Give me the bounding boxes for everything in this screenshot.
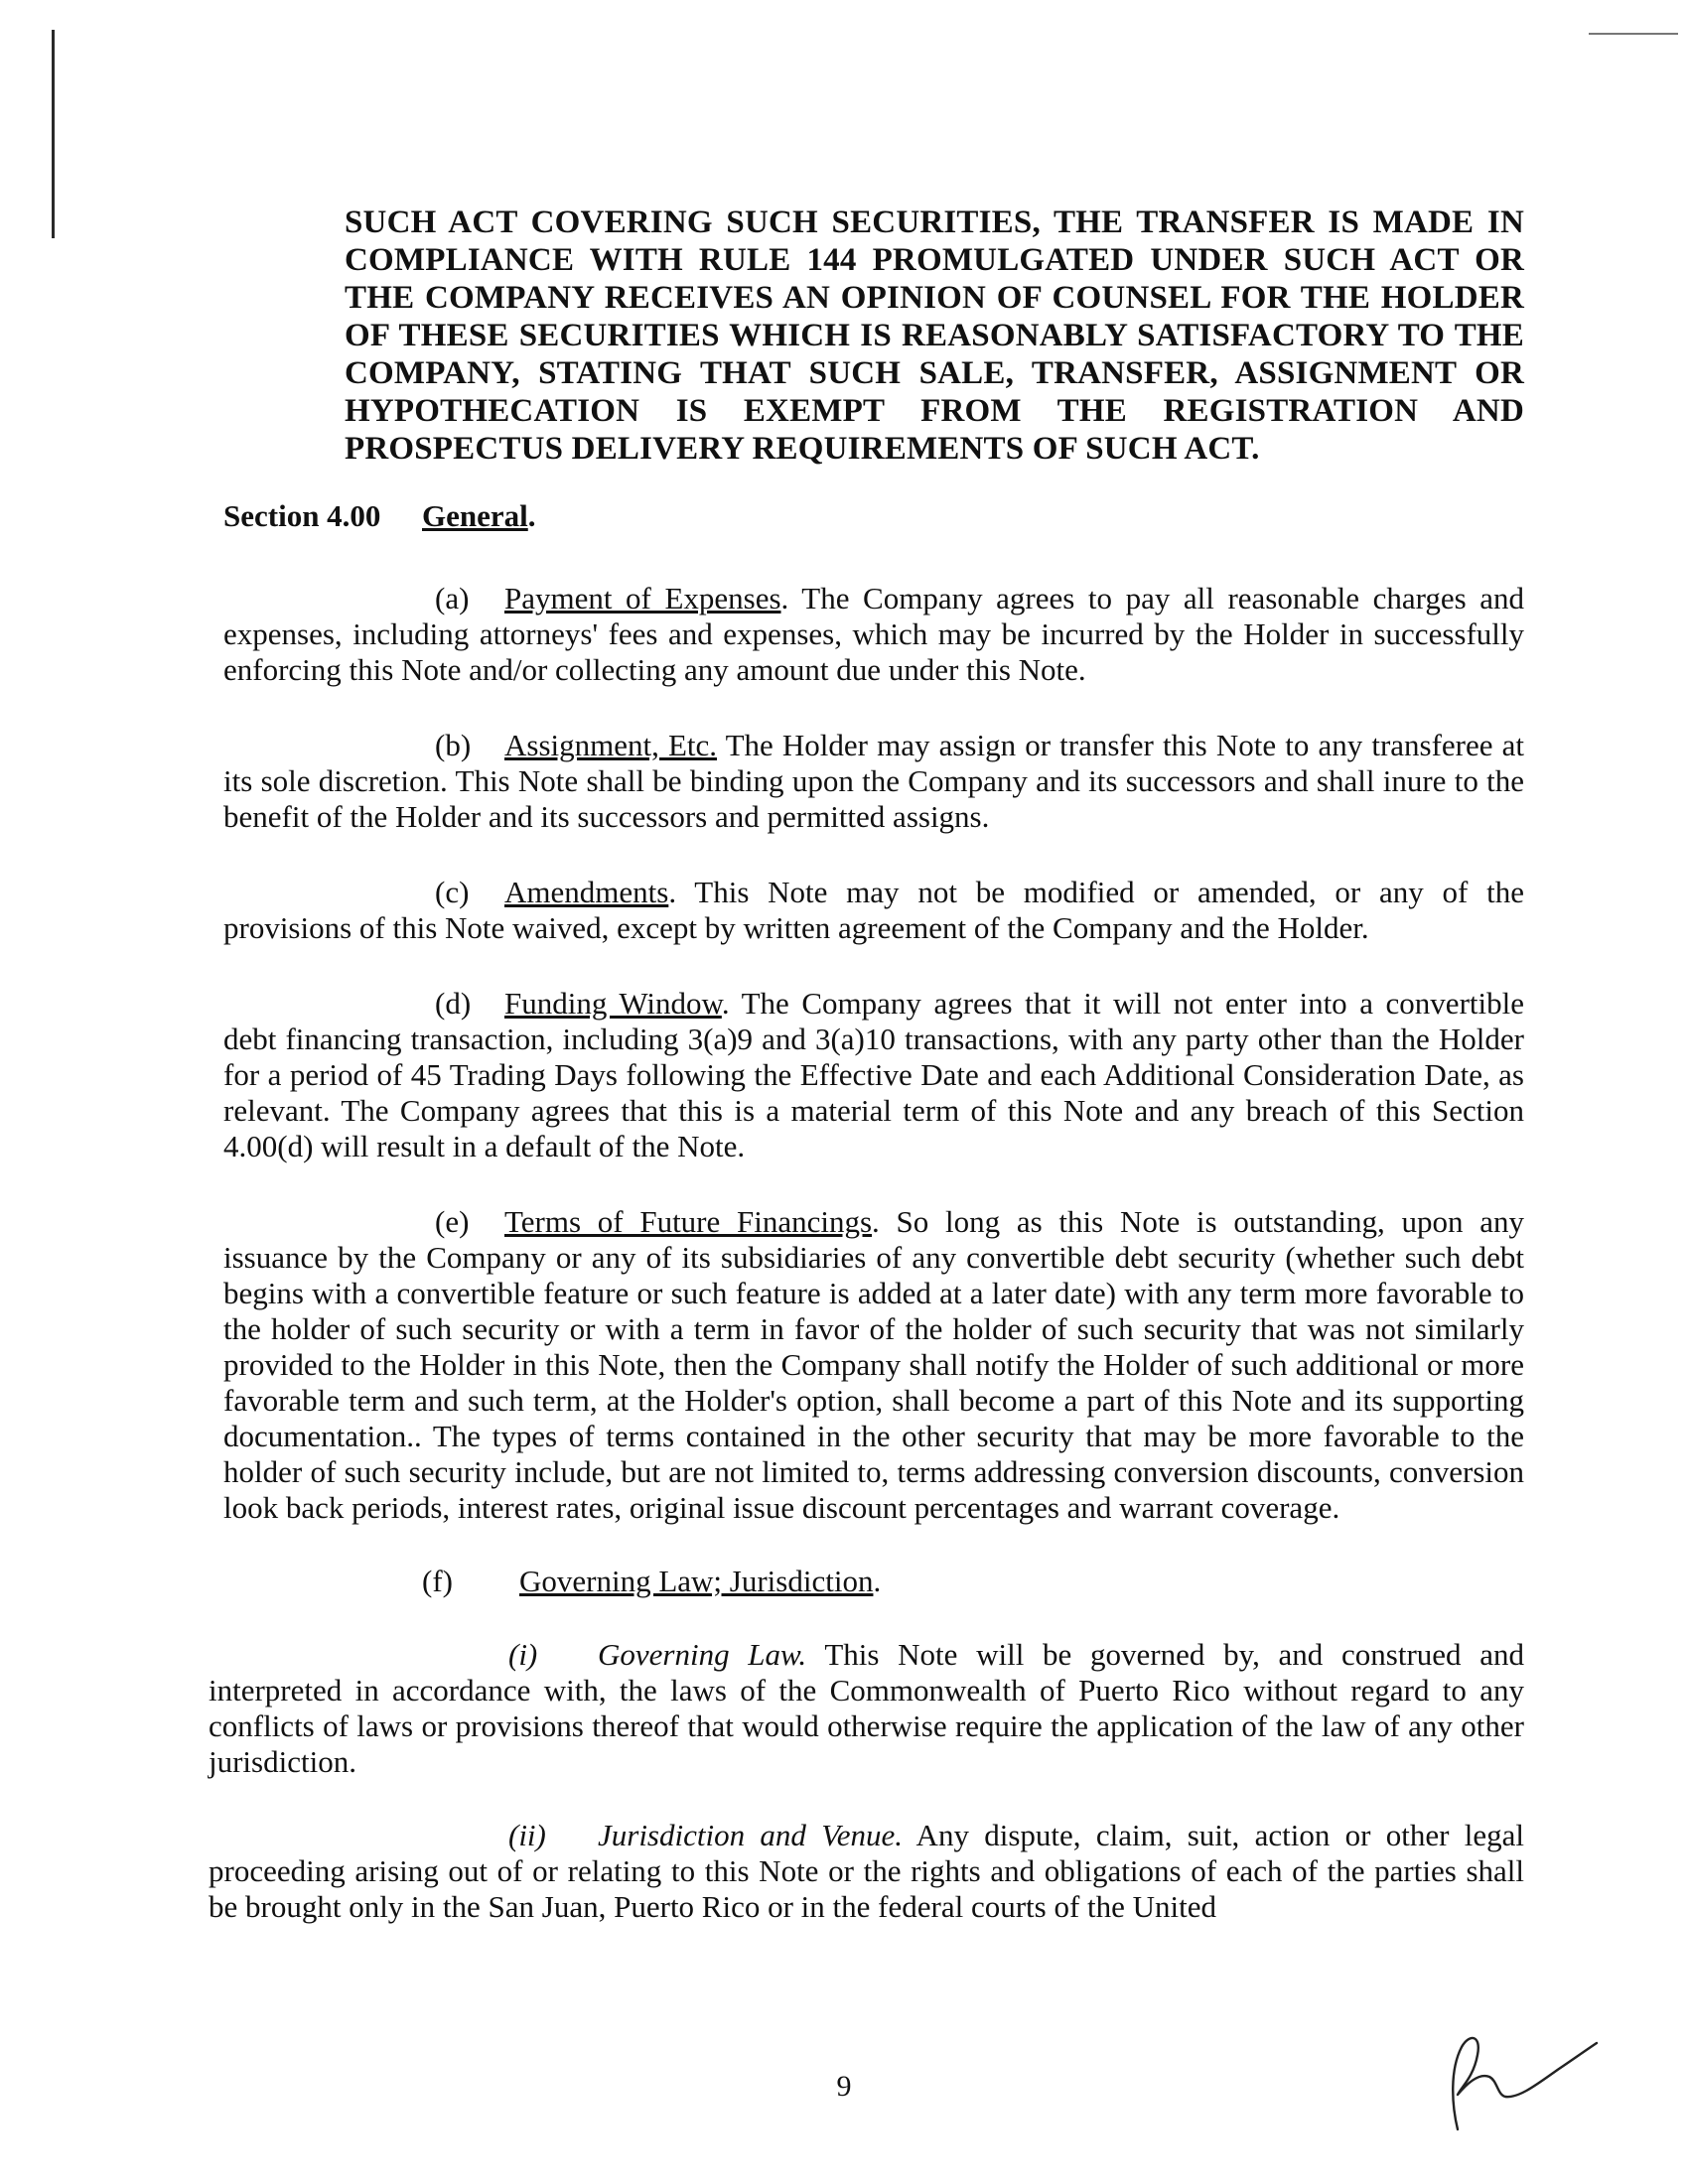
- scan-edge-mark: [52, 30, 55, 238]
- section-title-suffix: .: [527, 498, 536, 533]
- paragraph-d: [223, 986, 1524, 1164]
- restrictive-legend: SUCH ACT COVERING SUCH SECURITIES, THE TRANSFER IS MADE IN COMPLIANCE WITH RULE 144 PROMULGATED UNDER SUCH ACT OR THE COMPANY RECEIVES AN OPINION OF COUNSEL FOR THE HOLDER OF THESE SECURITIES WHICH IS REASONABLY SATISFACTORY TO THE COMPANY, STATING THAT SUCH SALE, TRANSFER, ASSIGNMENT OR HYPOTHECATION IS EXEMPT FROM THE REGISTRATION AND PROSPECTUS DELIVERY REQUIREMENTS OF SUCH ACT.: [345, 205, 1524, 467]
- paragraph-caption: Payment of Expenses: [504, 581, 781, 615]
- initials-signature: [1440, 2025, 1604, 2139]
- paragraph-c: [223, 875, 1524, 946]
- subparagraph-caption: Governing Law.: [598, 1637, 807, 1672]
- paragraph-a: [223, 581, 1524, 688]
- subparagraph-numeral: (i): [508, 1637, 538, 1672]
- paragraph-caption: Terms of Future Financings: [504, 1204, 873, 1239]
- section-number: Section 4.00: [223, 498, 381, 533]
- paragraph-caption: Funding Window: [504, 986, 722, 1021]
- paragraph-letter: (d): [435, 986, 472, 1021]
- subparagraph-text: This Note will be governed by, and construed and interpreted in accordance with, the laws of the Commonwealth of Puerto Rico without regard to any conflicts of laws or provisions thereof that would otherwise require the application of the law of any other jurisdiction.: [209, 1637, 1524, 1779]
- paragraph-e: [223, 1204, 1524, 1526]
- paragraph-letter: (a): [435, 581, 470, 615]
- page-number: 9: [836, 2070, 852, 2103]
- document-body: [209, 204, 1525, 1925]
- subparagraph-jurisdiction-venue: [209, 1818, 1524, 1925]
- paragraph-letter: (b): [435, 728, 472, 762]
- paragraph-letter: (f): [422, 1564, 453, 1598]
- paragraph-text: . The Company agrees that it will not enter into a convertible debt financing transaction, including 3(a)9 and 3(a)10 transactions, with any party other than the Holder for a period of 45 Trading Days following the Effective Date and each Additional Consideration Date, as relevant. The Company agrees that this is a material term of this Note and any breach of this Section 4.00(d) will result in a default of the Note.: [223, 986, 1524, 1163]
- paragraph-text: . This Note may not be modified or amended, or any of the provisions of this Note waived, except by written agreement of the Company and the Holder.: [223, 875, 1524, 945]
- section-heading: [223, 497, 1524, 535]
- paragraph-caption-suffix: .: [873, 1564, 882, 1598]
- paragraph-text: . So long as this Note is outstanding, upon any issuance by the Company or any of its subsidiaries of any convertible debt security (whether such debt begins with a convertible feature or such feature is added at a later date) with any term more favorable to the holder of such security or with a term in favor of the holder of such security that was not similarly provided to the Holder in this Note, then the Company shall notify the Holder of such additional or more favorable term and such term, at the Holder's option, shall become a part of this Note and its supporting documentation.. The types of terms contained in the other security that may be more favorable to the holder of such security include, but are not limited to, terms addressing conversion discounts, conversion look back periods, interest rates, original issue discount percentages and warrant coverage.: [223, 1204, 1524, 1525]
- subparagraph-governing-law: [209, 1637, 1524, 1780]
- paragraph-caption: Assignment, Etc.: [504, 728, 718, 762]
- section-title-wrap: [422, 497, 536, 535]
- section-title: General: [422, 498, 528, 533]
- paragraph-text: The Holder may assign or transfer this Note to any transferee at its sole discretion. This Note shall be binding upon the Company and its successors and shall inure to the benefit of the Holder and its successors and permitted assigns.: [223, 728, 1525, 834]
- paragraph-caption: Governing Law; Jurisdiction: [519, 1564, 874, 1598]
- paragraph-letter: (e): [435, 1204, 470, 1239]
- paragraph-b: [223, 728, 1524, 835]
- paragraph-f-heading: [223, 1564, 1524, 1599]
- paragraph-caption: Amendments: [504, 875, 669, 909]
- scan-edge-mark-top: [1589, 33, 1678, 35]
- subparagraph-caption: Jurisdiction and Venue.: [598, 1818, 903, 1852]
- paragraph-text: . The Company agrees to pay all reasonable charges and expenses, including attorneys' fees and expenses, which may be incurred by the Holder in successfully enforcing this Note and/or collecting any amount due under this Note.: [223, 581, 1525, 687]
- paragraph-letter: (c): [435, 875, 470, 909]
- subparagraph-text: Any dispute, claim, suit, action or other legal proceeding arising out of or relating to this Note or the rights and obligations of each of the parties shall be brought only in the San Juan, Puerto Rico or in the federal courts of the United: [209, 1818, 1524, 1924]
- subparagraph-numeral: (ii): [508, 1818, 546, 1852]
